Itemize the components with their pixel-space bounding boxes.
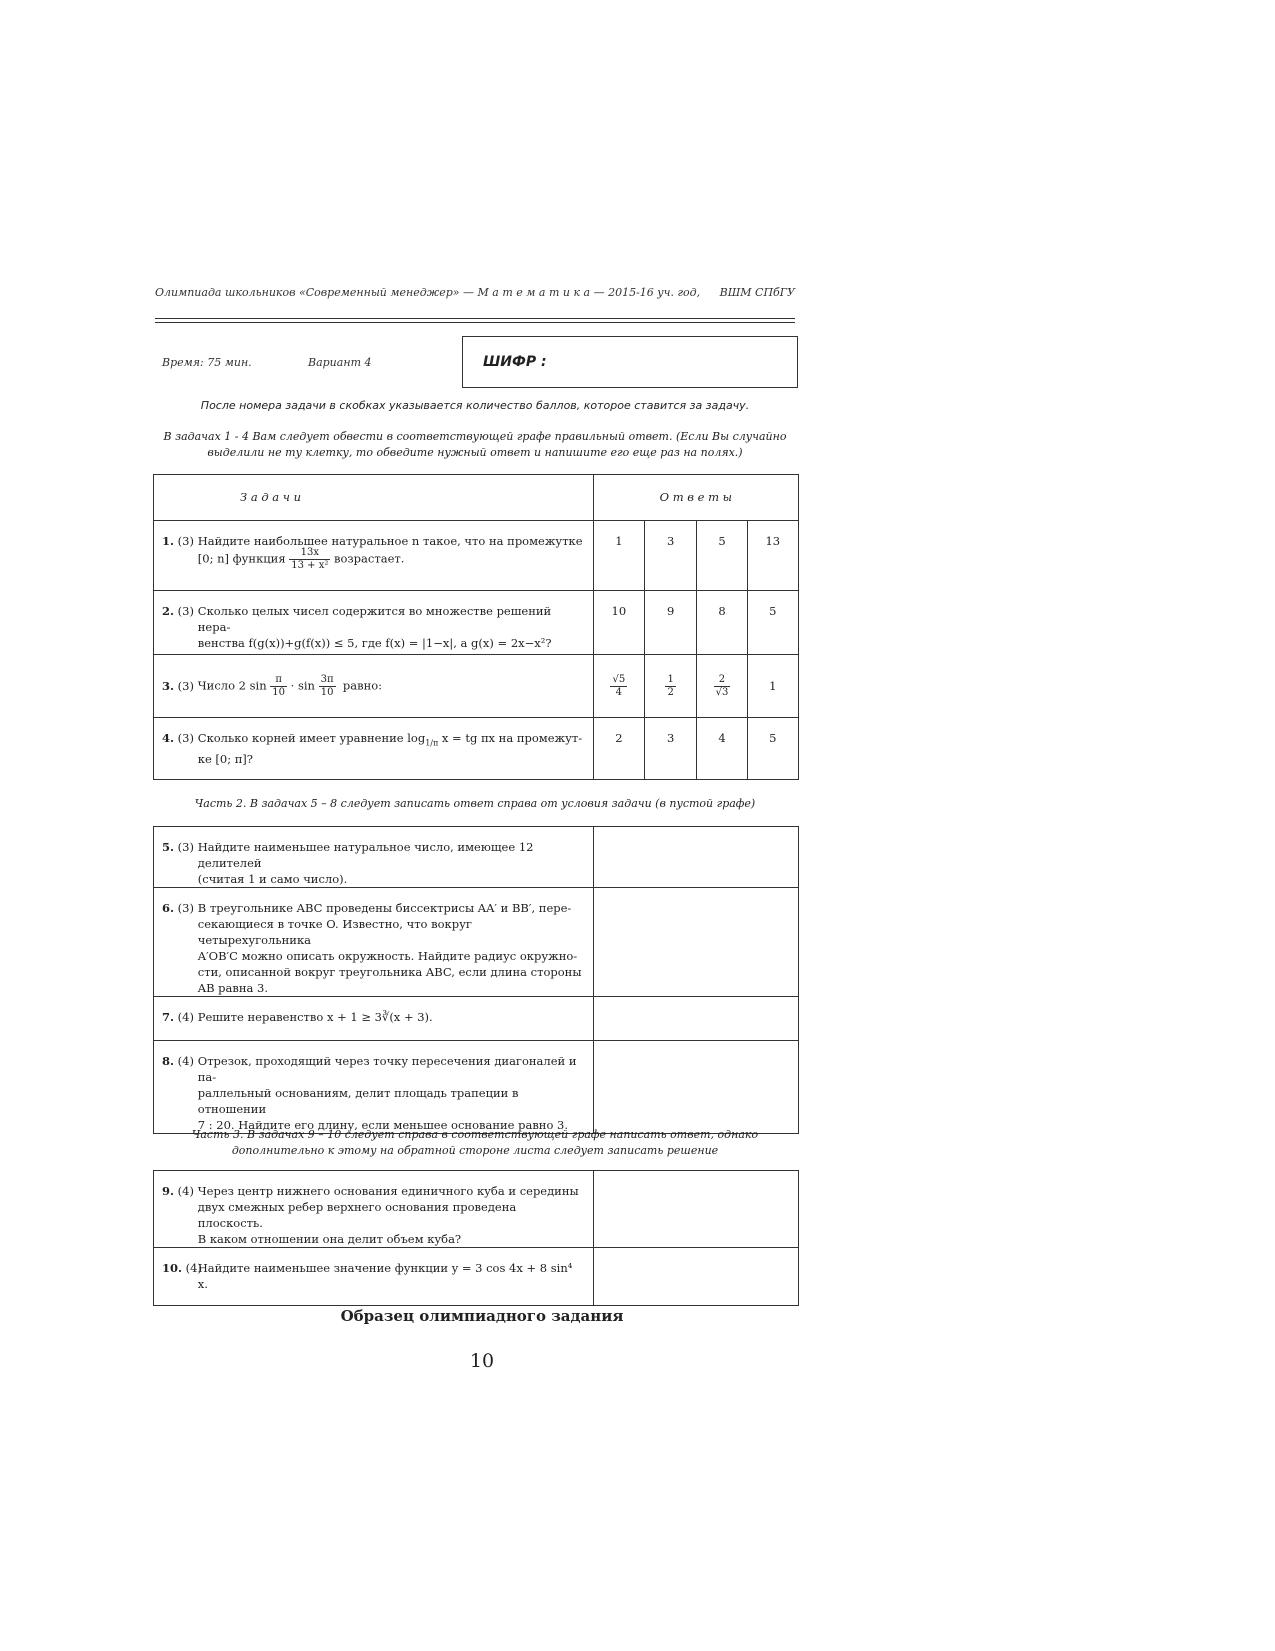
document-title: Образец олимпиадного задания	[340, 1307, 624, 1325]
task-row-2	[154, 591, 799, 655]
task-text: Решите неравенство x + 1 ≥ 3∛(x + 3).	[198, 997, 593, 1041]
part2-instruction: Часть 2. В задачах 5 – 8 следует записать ответ справа от условия задачи (в пустой графе)	[194, 797, 756, 810]
table-part3	[153, 1170, 799, 1306]
task-number: 3. (3)	[154, 655, 198, 718]
answer-option[interactable]: 5	[747, 718, 798, 780]
task-number: 7. (4)	[154, 997, 198, 1041]
answer-option[interactable]: 8	[697, 591, 747, 655]
task-text: В треугольнике ABC проведены биссектрисы AA′ и BB′, пере- секающиеся в точке O. Известно, что вокруг четырехугольника A′OB′C можно описать окружность. Найдите радиус окружно- сти, описанной вокруг треугольника ABC, если длина стороны AB равна 3.	[198, 888, 593, 997]
answer-option[interactable]: $\frac{1}{2}$	[645, 655, 697, 718]
answer-field[interactable]	[593, 997, 798, 1041]
header-right: ВШМ СПбГУ	[719, 286, 795, 299]
answer-option[interactable]: 4	[697, 718, 747, 780]
task-row-5	[154, 827, 799, 888]
table-part2	[153, 826, 799, 1134]
task-row-3	[154, 655, 799, 718]
answer-field[interactable]	[593, 888, 798, 997]
task-text: Отрезок, проходящий через точку пересечения диагоналей и па- раллельный основаниям, делит площадь трапеции в отношении 7 : 20. Найдите его длину, если меньшее основание равно 3.	[198, 1041, 593, 1134]
answer-option[interactable]: 1	[747, 655, 798, 718]
fraction: $\frac{\pi}{10}$	[272, 673, 285, 698]
task-text: Найдите наибольшее натуральное n такое, что на промежутке [0; n] функция $\frac{13x}{\text{13 + x²}}$ возрастает.	[198, 521, 593, 591]
header-answers: О т в е т ы	[593, 475, 798, 521]
answer-field[interactable]	[593, 1248, 798, 1306]
answer-field[interactable]	[593, 1171, 798, 1248]
running-header	[155, 286, 795, 299]
task-text: Найдите наименьшее натуральное число, имеющее 12 делителей (считая 1 и само число).	[198, 827, 593, 888]
task-number: 9. (4)	[154, 1171, 198, 1248]
header-tasks: З а д а ч и	[154, 475, 594, 521]
task-number: 2. (3)	[154, 591, 198, 655]
answer-option[interactable]: 10	[593, 591, 644, 655]
task-row-10	[154, 1248, 799, 1306]
fraction: $\frac{13x}{\text{13 + x²}}$	[291, 547, 329, 571]
cipher-box[interactable]	[462, 336, 798, 388]
table-part1	[153, 474, 799, 780]
answer-option[interactable]: 9	[645, 591, 697, 655]
fraction: $\frac{3\pi}{10}$	[320, 673, 334, 698]
task-row-8	[154, 1041, 799, 1134]
answer-field[interactable]	[593, 827, 798, 888]
task-text: Число 2 sin $\frac{\pi}{10}$ · sin $\frac{3\pi}{10}$ равно:	[198, 655, 593, 718]
task-number: 8. (4)	[154, 1041, 198, 1134]
answer-field[interactable]	[593, 1041, 798, 1134]
task-number: 1. (3)	[154, 521, 198, 591]
part3-instruction-line2: дополнительно к этому на обратной стороне листа следует записать решение	[231, 1144, 719, 1157]
task-number: 5. (3)	[154, 827, 198, 888]
answer-option[interactable]: 13	[747, 521, 798, 591]
part1-instruction-line2: выделили не ту клетку, то обведите нужный ответ и напишите его еще раз на полях.)	[207, 446, 743, 459]
task-row-1	[154, 521, 799, 591]
task-number: 4. (3)	[154, 718, 198, 780]
answer-option[interactable]: 3	[645, 521, 697, 591]
part1-instruction-line1: В задачах 1 - 4 Вам следует обвести в соответствующей графе правильный ответ. (Если Вы случайно	[163, 430, 787, 443]
task-number: 10. (4)	[154, 1248, 198, 1306]
cipher-label: ШИФР :	[483, 354, 547, 370]
header-rule-bottom	[155, 322, 795, 323]
answer-option[interactable]: $\frac{2}{√3}$	[697, 655, 747, 718]
page-number: 10	[469, 1350, 495, 1372]
task-text: Сколько корней имеет уравнение $\log_{1/\pi} x$ = tg πx на промежут- ке [0; π]?	[198, 718, 593, 780]
task-number: 6. (3)	[154, 888, 198, 997]
answer-option[interactable]: 2	[593, 718, 644, 780]
task-row-4	[154, 718, 799, 780]
variant-label: Вариант 4	[308, 356, 372, 369]
task-text: Через центр нижнего основания единичного куба и середины двух смежных ребер верхнего основания проведена плоскость. В каком отношении она делит объем куба?	[198, 1171, 593, 1248]
answer-option[interactable]: $\frac{√5}{4}$	[593, 655, 644, 718]
answer-option[interactable]: 3	[645, 718, 697, 780]
part3-instruction-line1: Часть 3. В задачах 9 – 10 следует справа в соответствующей графе написать ответ, однако	[191, 1128, 759, 1141]
task-row-7	[154, 997, 799, 1041]
header-rule-top	[155, 318, 795, 319]
task-row-9	[154, 1171, 799, 1248]
task-text: Сколько целых чисел содержится во множестве решений нера- венства f(g(x))+g(f(x)) ≤ 5, где f(x) = |1−x|, а g(x) = 2x−x²?	[198, 591, 593, 655]
header-left: Олимпиада школьников «Современный менеджер» — М а т е м а т и к а — 2015-16 уч. год,	[155, 286, 701, 299]
points-note: После номера задачи в скобках указывается количество баллов, которое ставится за задачу.	[200, 399, 750, 412]
answer-option[interactable]: 5	[697, 521, 747, 591]
answer-option[interactable]: 1	[593, 521, 644, 591]
task-text: Найдите наименьшее значение функции y = 3 cos 4x + 8 sin⁴ x.	[198, 1248, 593, 1306]
answer-option[interactable]: 5	[747, 591, 798, 655]
time-label: Время: 75 мин.	[162, 356, 252, 369]
task-row-6	[154, 888, 799, 997]
